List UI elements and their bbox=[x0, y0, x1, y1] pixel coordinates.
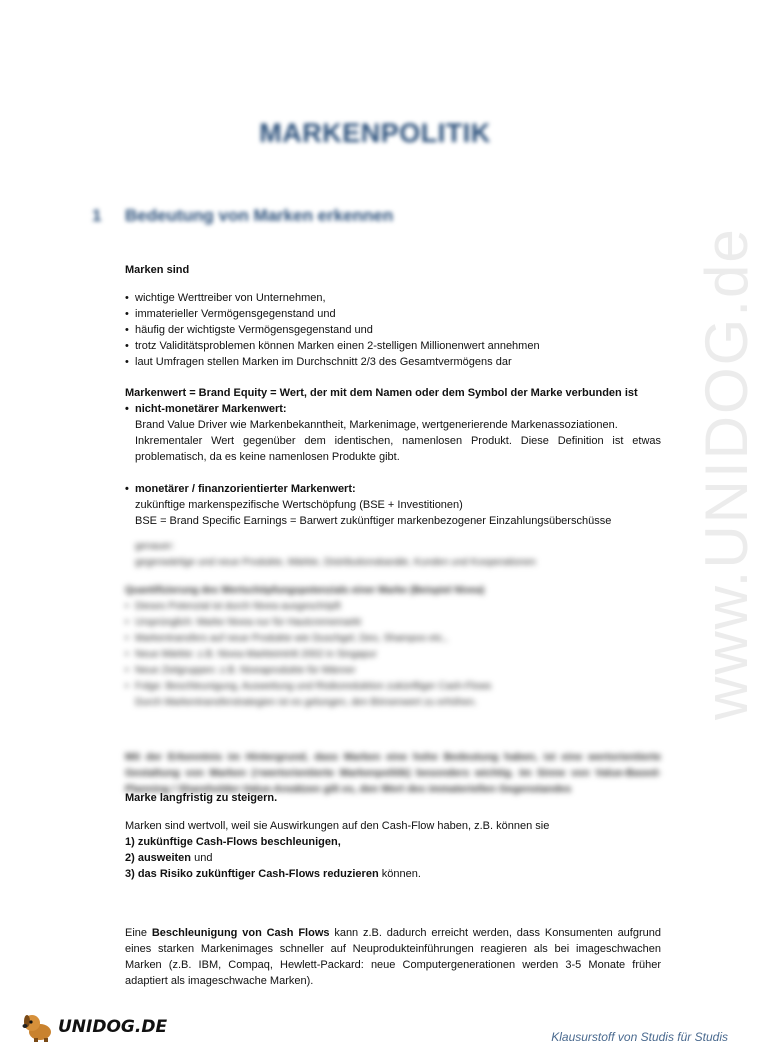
list-item: • Folge: Beschleunigung, Ausweitung und Risikoreduktion zukünftiger Cash-Flows bbox=[125, 679, 661, 695]
monetary-label: • monetärer / finanzorientierter Markenwert: bbox=[125, 481, 661, 497]
section-number: 1 bbox=[92, 206, 102, 225]
list-item: • wichtige Werttreiber von Unternehmen, bbox=[125, 290, 661, 306]
list-item: • immaterieller Vermögensgegenstand und bbox=[125, 306, 661, 322]
footer-logo[interactable] bbox=[22, 1012, 167, 1042]
list-item: • häufig der wichtigste Vermögensgegenstand und bbox=[125, 322, 661, 338]
cash-item: 1) zukünftige Cash-Flows beschleunigen, bbox=[125, 836, 341, 848]
intro-list bbox=[125, 290, 661, 370]
equity-heading: Markenwert = Brand Equity = Wert, der mit dem Namen oder dem Symbol der Marke verbunden ist bbox=[125, 387, 638, 399]
blurred-text: gegenwärtige und neue Produkte, Märkte, Distributionskanäle, Kunden und Kooperationen bbox=[135, 557, 536, 568]
list-item: • Dieses Potenzial ist durch Nivea ausgeschöpft bbox=[125, 599, 661, 615]
footer-logo-text: UNIDOG.DE bbox=[58, 1017, 168, 1037]
cash-intro: Marken sind wertvoll, weil sie Auswirkungen auf den Cash-Flow haben, z.B. können sie bbox=[125, 820, 550, 832]
dog-logo-icon bbox=[22, 1012, 54, 1042]
blurred-heading: Quantifizierung des Wertschöpfungspotenzials einer Marke (Beispiel Nivea) bbox=[125, 585, 485, 596]
cash-block bbox=[125, 818, 661, 882]
blurred-text: genauer: bbox=[135, 541, 175, 552]
blurred-paragraph: Mit der Erkenntnis im Hintergrund, dass Marken eine hohe Bedeutung haben, ist eine wertorientierte Gestaltung von Marken (=wertorientierte Markenpolitik) besonders wichtig. Im Sinne von Value-Based-Planning / Shareholder-Value-Ansätzen gilt es, den Wert des immateriellen Gegenstandes bbox=[125, 751, 661, 795]
watermark-text: www.UNIDOG.de bbox=[693, 227, 760, 720]
list-item: • Markentransfers auf neue Produkte wie Duschgel, Deo, Shampoo etc., bbox=[125, 631, 661, 647]
intro-heading: Marken sind bbox=[125, 264, 190, 276]
document-title: MARKENPOLITIK bbox=[259, 118, 491, 148]
cash-item: 3) das Risiko zukünftiger Cash-Flows reduzieren können. bbox=[125, 868, 421, 880]
blurred-text: Durch Markentransferstrategien ist es gelungen, den Börsenwert zu erhöhen. bbox=[135, 697, 477, 708]
list-item: • laut Umfragen stellen Marken im Durchschnitt 2/3 des Gesamtvermögens dar bbox=[125, 354, 661, 370]
equity-block bbox=[125, 385, 661, 529]
list-item: • Neue Zielgruppen: z.B. Niveaprodukte für Männer bbox=[125, 663, 661, 679]
paragraph-end bbox=[125, 790, 661, 806]
cash-item: 2) ausweiten und bbox=[125, 852, 213, 864]
blurred-block bbox=[125, 539, 661, 797]
paragraph-end-text: Marke langfristig zu steigern. bbox=[125, 792, 278, 804]
non-monetary-line2: Inkrementaler Wert gegenüber dem identischen, namenlosen Produkt. Diese Definition ist etwas problematisch, da es keine namenlosen Produkte gibt. bbox=[135, 435, 661, 463]
list-item: • Neue Märkte: z.B. Nivea Markteintritt 2002 in Singapur bbox=[125, 647, 661, 663]
non-monetary-label: • nicht-monetärer Markenwert: bbox=[125, 401, 661, 417]
monetary-line1: zukünftige markenspezifische Wertschöpfung (BSE + Investitionen) bbox=[135, 499, 463, 511]
intro-block bbox=[125, 262, 661, 370]
list-item: • trotz Validitätsproblemen können Marken einen 2-stelligen Millionenwert annehmen bbox=[125, 338, 661, 354]
footer-tagline: Klausurstoff von Studis für Studis bbox=[551, 1030, 728, 1044]
monetary-line2: BSE = Brand Specific Earnings = Barwert zukünftiger markenbezogener Einzahlungsüberschüsse bbox=[135, 515, 612, 527]
list-item: • Ursprünglich: Marke Nivea nur für Hautcrememarkt bbox=[125, 615, 661, 631]
section-title: Bedeutung von Marken erkennen bbox=[125, 206, 394, 225]
final-paragraph: Eine Beschleunigung von Cash Flows kann z.B. dadurch erreicht werden, dass Konsumenten aufgrund eines starken Markenimages schneller auf Neuprodukteinführungen reagieren als bei imageschwachen Marken (z.B. IBM, Compaq, Hewlett-Packard: neue Computergenerationen werden 3-5 Monate früher adaptiert als imageschwache Marken). bbox=[125, 927, 661, 987]
blurred-list bbox=[125, 599, 661, 695]
non-monetary-line1: Brand Value Driver wie Markenbekanntheit, Markenimage, wertgenerierende Markenassoziationen. bbox=[135, 419, 618, 431]
